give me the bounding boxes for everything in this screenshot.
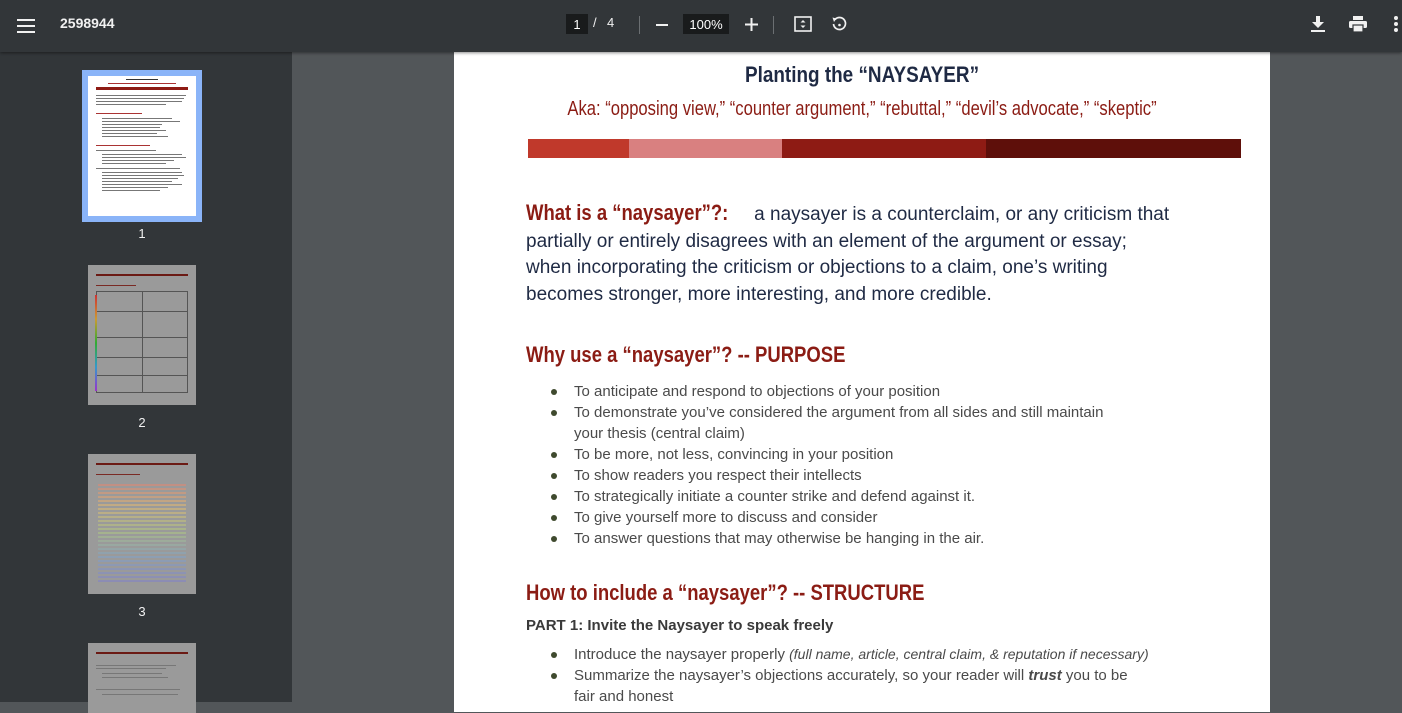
thumbnail-label-1: 1: [138, 226, 146, 241]
page-total: 4: [607, 15, 615, 30]
list-item: To demonstrate you’ve considered the argument from all sides and still maintain your thesis (central claim): [526, 402, 1206, 444]
zoom-out-icon[interactable]: [651, 14, 673, 36]
zoom-level-input[interactable]: 100%: [683, 14, 729, 34]
document-title: 2598944: [60, 15, 115, 31]
document-subheading: Aka: “opposing view,” “counter argument,” “rebuttal,” “devil’s advocate,” “skeptic”: [567, 98, 1157, 120]
list-item: To be more, not less, convincing in your position: [526, 444, 1206, 465]
print-icon[interactable]: [1346, 13, 1370, 35]
zoom-in-icon[interactable]: [740, 13, 762, 35]
list-item: To give yourself more to discuss and consider: [526, 507, 1206, 528]
more-options-icon[interactable]: [1390, 13, 1402, 35]
list-item: [526, 665, 1206, 707]
list-item: To show readers you respect their intellects: [526, 465, 1206, 486]
color-band-segment: [986, 139, 1241, 158]
page-thumbnail-1[interactable]: [88, 76, 196, 216]
list-item: To answer questions that may otherwise be hanging in the air.: [526, 528, 1206, 549]
purpose-list: [526, 381, 1206, 549]
menu-icon[interactable]: [14, 14, 38, 38]
toolbar-divider: [639, 16, 640, 34]
structure-item-text: Introduce the naysayer properly: [574, 646, 785, 663]
toolbar-divider: [773, 16, 774, 34]
color-band-segment: [528, 139, 629, 158]
thumbnail-label-3: 3: [138, 604, 146, 619]
structure-item-text: Summarize the naysayer’s objections accurately, so your reader will: [574, 667, 1025, 684]
page-thumbnail-4[interactable]: [88, 643, 196, 713]
list-item: To strategically initiate a counter strike and defend against it.: [526, 486, 1206, 507]
list-item: To anticipate and respond to objections of your position: [526, 381, 1206, 402]
color-band-segment: [782, 139, 986, 158]
structure-item-emphasis: trust: [1028, 667, 1062, 684]
structure-item-text: you to be fair and honest: [574, 667, 1128, 705]
page-separator: /: [593, 15, 597, 30]
part1-heading: PART 1: Invite the Naysayer to speak freely: [526, 617, 834, 634]
rotate-icon[interactable]: [828, 13, 850, 35]
thumbnail-label-2: 2: [138, 415, 146, 430]
purpose-heading: Why use a “naysayer”? -- PURPOSE: [526, 342, 846, 367]
page-thumbnail-3[interactable]: [88, 454, 196, 594]
pdf-toolbar: [0, 0, 1402, 52]
fit-to-page-icon[interactable]: [792, 13, 814, 35]
definition-paragraph: [526, 200, 1176, 308]
color-band-segment: [629, 139, 782, 158]
page-thumbnail-2[interactable]: [88, 265, 196, 405]
structure-list: [526, 644, 1206, 707]
definition-text: a naysayer is a counterclaim, or any criticism that partially or entirely disagrees with an element of the argument or essay; when incorporating the criticism or objections to a claim, one’s writing becomes stronger, more interesting, and more credible.: [526, 204, 1170, 305]
pdf-page: [454, 52, 1270, 712]
structure-heading: How to include a “naysayer”? -- STRUCTURE: [526, 580, 925, 605]
list-item: [526, 644, 1206, 665]
definition-heading: What is a “naysayer”?:: [526, 200, 729, 225]
structure-item-note: (full name, article, central claim, & reputation if necessary): [789, 646, 1149, 662]
download-icon[interactable]: [1307, 13, 1329, 35]
page-number-input[interactable]: 1: [566, 14, 588, 34]
document-heading: Planting the “NAYSAYER”: [744, 62, 980, 87]
